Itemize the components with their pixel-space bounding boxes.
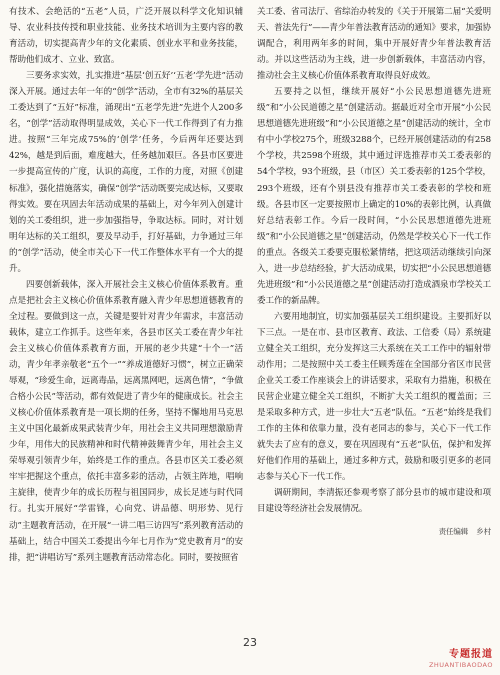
right-column [257, 4, 491, 614]
section-brand-cn: 专题报道 [449, 649, 493, 660]
paragraph: 三要务求实效，扎实推进“基层‘创五好’‘五老’学先进”活动深入开展。通过去年一年的“创学”活动，全市有32%的基层关工委达到了“五好”标准，涌现出“五老学先进”先进个人200多名，“创学”活动取得明显成效，关心下一代工作得到了有力推进。按照“三年完成75%的‘创学’任务，今后两年还要达到42%，越是到后面，难度越大，任务越加艰巨。各县市区要进一步提高宣传的广度，认识的高度，工作的力度，对照《创建标准》，强化措施落实，确保“创学”活动既要完成达标，又要取得实效。要在巩固去年活动成果的基础上，对今年列入创建计划的关工委组织，进一步加强指导，争取达标。同时，对计划明年达标的关工组织，要及早动手，打好基础，力争通过三年的“创学”活动，使全市关心下一代工作整体水平有一个大的提升。 [9, 71, 243, 274]
editor-credit [257, 524, 491, 540]
paragraph: 四要创新载体，深入开展社会主义核心价值体系教育。重点是把社会主义核心价值体系教育融入青少年思想道德教育的全过程。要做到这一点，关键是要针对青少年需求，丰富活动载体，建立工作抓手。这些年来，各县市区关工委在青少年社会主义核心价值体系教育方面，开展的老少共建“十个一”活动，青少年孝亲敬老“五个一”“养成道德好习惯”，树立正确荣辱观，“珍爱生命，远离毒品，远离黑网吧，远离色情”，“争做合格小公民”等活动，都有效促进了青少年的健康成长。社会主义核心价值体系教育是一项长期的任务，坚持不懈地用马克思主义中国化最新成果武装青少年，用社会主义共同理想激励青少年，用伟大的民族精神和时代精神鼓舞青少年，用社会主义荣辱观引领青少年，始终是工作的重点。各县市区关工委必须牢牢把握这个重点，依托丰富多彩的活动，占领主阵地，唱响主旋律，使青少年的成长历程与祖国同步，成长足迹与时代同行。扎实开展好“学雷锋，心向党、讲品德、明形势、见行动”主题教育活动，在开展“一讲二唱三访四写”系列教育活动的基础上，结合中国关工委提出今年七月作为“党史教育月”的安排，把“讲唱访写”系列主题教育活动常态化。同时，要按照省 [9, 279, 243, 563]
paragraph: 关工委、省司法厅、省综治办转发的《关于开展第二届“关爱明天、普法先行”——青少年普法教育活动的通知》要求，加强协调配合，利用两年多的时间，集中开展好青少年普法教育活动。并以这些活动为主线，进一步创新载体，丰富活动内容，推动社会主义核心价值体系教育取得良好成效。 [257, 7, 491, 82]
editor-name: 乡村 [476, 526, 491, 536]
section-brand [429, 645, 493, 669]
paragraph: 五要持之以恒，继续开展好“小公民思想道德先进班级”和“小公民道德之星”创建活动。据最近对全市开展“小公民思想道德先进班级”和“小公民道德之星”创建活动的统计，全市有中小学校275个，班级3288个，已经开展创建活动的有258个学校，共2598个班级，其中通过评选推荐市关工委表彰的54个学校，93个班级，县（市区）关工委表彰的125个学校，293个班级，还有个别县没有推荐市关工委表彰的学校和班级。各县市区一定要按照市上确定的10%的表彰比例，认真做好总结表彰工作。今后一段时间，“小公民思想道德先进班级”和“小公民道德之星”创建活动，仍然是学校关心下一代工作的重点。各级关工委要克服松紧情绪，把这项活动继续引向深入，进一步总结经验，扩大活动成果，切实把“小公民思想道德先进班级”和“小公民道德之星”创建活动打造成酒泉市学校关工委工作的新品牌。 [257, 87, 491, 306]
paragraph: 调研期间，李清振还参观考察了部分县市的城市建设和项目建设等经济社会发展情况。 [257, 488, 491, 515]
section-brand-en: ZHUANTIBAODAO [428, 661, 493, 669]
paragraph: 六要用地制宜，切实加强基层关工组织建设。主要抓好以下三点。一是在市、县市区教育、政法、工信委（局）系统建立健全关工组织，充分发挥这三大系统在关工工作中的辐射带动作用；二是按照中关工委主任顾秀莲在全国部分省区市民营企业关工委工作座谈会上的讲话要求，采取有力措施，积极在民营企业建立健全关工组织，不断扩大关工组织的覆盖面；三是采取多种方式，进一步壮大“五老”队伍。“五老”始终是我们工作的主体和依靠力量，没有老同志的参与，关心下一代工作就失去了应有的意义，要在巩固现有“五老”队伍，保护和发挥好他们作用的基础上，通过多种方式，鼓励和吸引更多的老同志参与关心下一代工作。 [257, 311, 491, 483]
left-column [9, 4, 243, 614]
page-number: 23 [243, 636, 257, 649]
editor-credit-label: 责任编辑 [438, 526, 469, 536]
paragraph: 有技术、会绝活的“五老”人员，广泛开展以科学文化知识辅导、农业科技传授和职业技能、业务技术培训为主要内容的教育活动，切实提高青少年的文化素质、创业水平和业务技能，帮助他们成才、立业、致富。 [9, 7, 243, 66]
